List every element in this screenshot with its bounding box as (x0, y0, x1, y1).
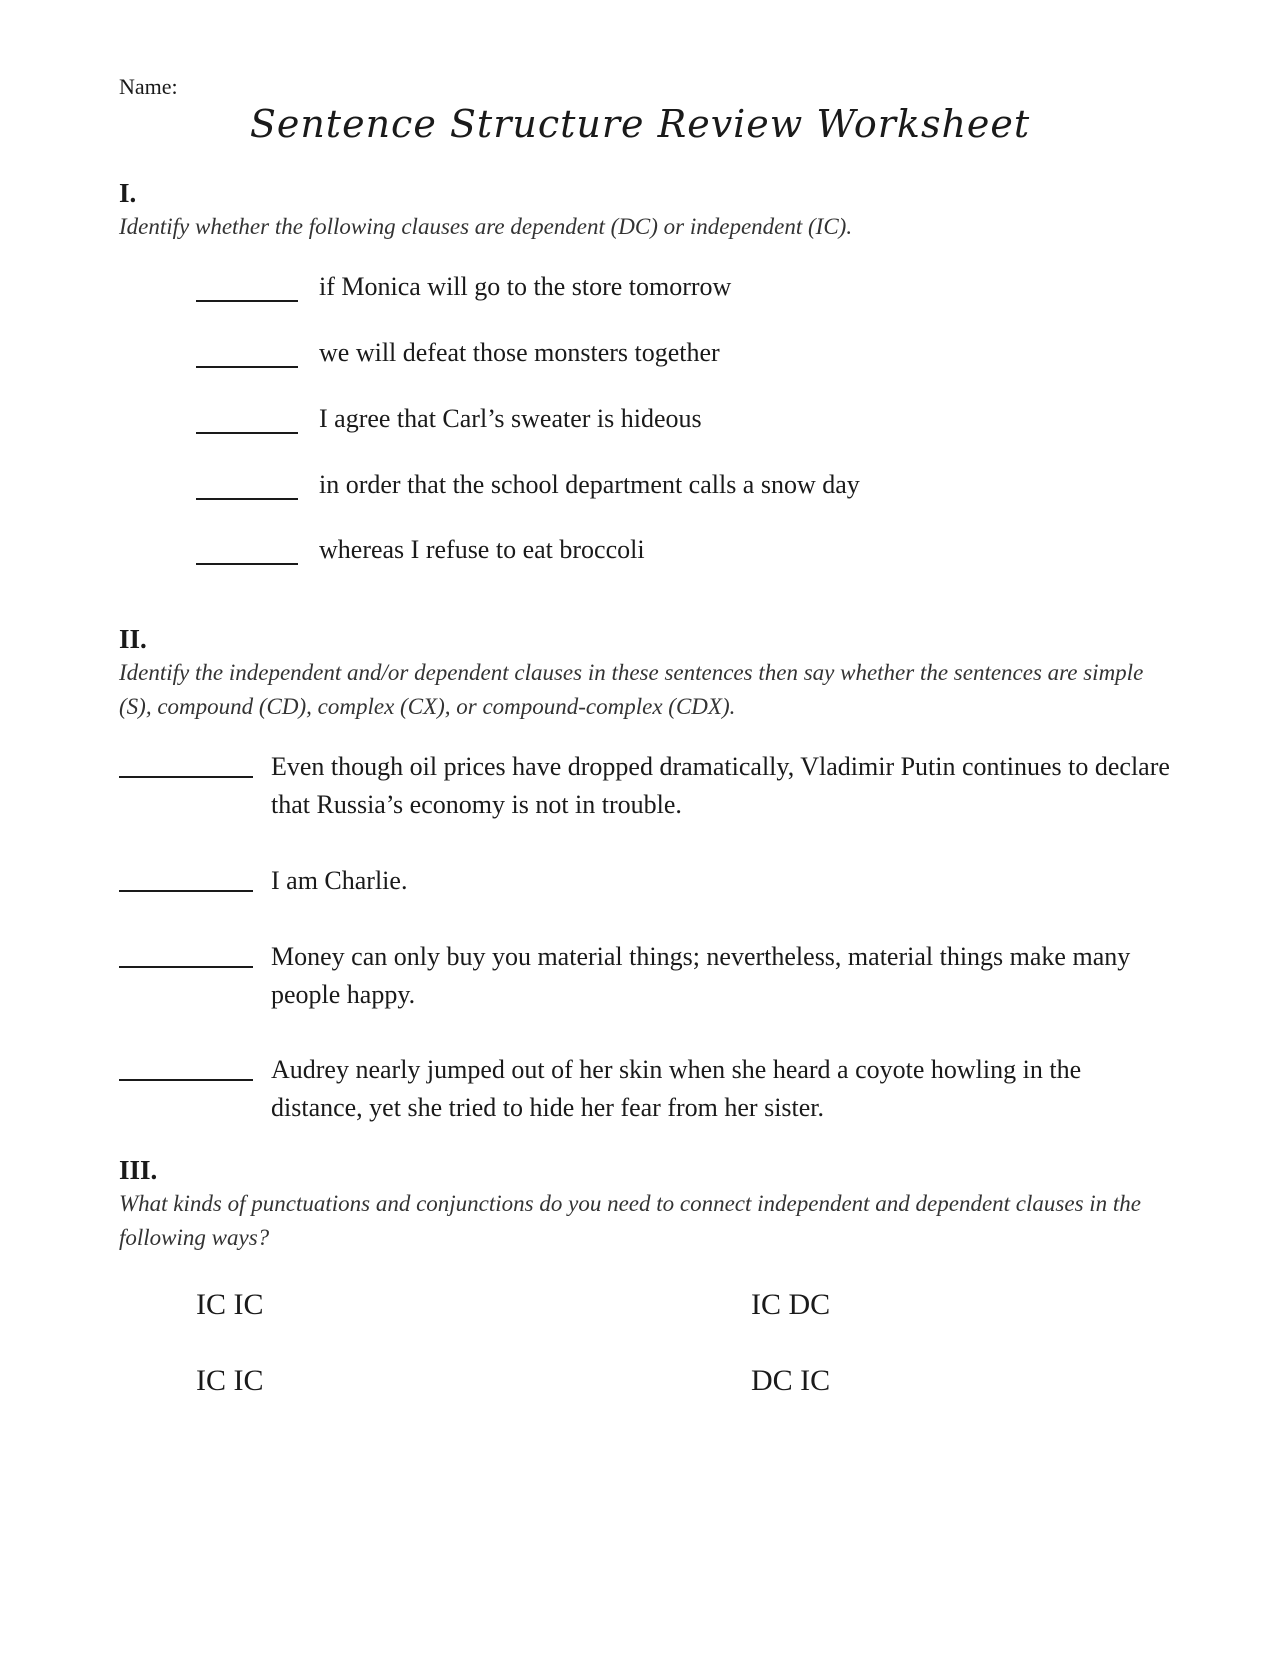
answer-blank[interactable] (196, 498, 298, 500)
answer-blank[interactable] (119, 890, 253, 892)
clause-pair: IC IC (196, 1364, 264, 1397)
answer-blank[interactable] (196, 300, 298, 302)
sentence-text: I am Charlie. (271, 866, 408, 895)
clause-pair: IC IC (196, 1288, 264, 1321)
section-2-instruction: Identify the independent and/or dependent clauses in these sentences then say whether the sentences are simple (S), compound (CD), complex (CX), or compound-complex (CDX). (119, 660, 1144, 719)
page-title: Sentence Structure Review Worksheet (249, 102, 1031, 146)
section-2-heading: II. (119, 624, 147, 654)
clause-item (0, 272, 1280, 312)
clause-text: in order that the school department calls a snow day (319, 470, 860, 499)
clause-text: I agree that Carl’s sweater is hideous (319, 404, 702, 433)
clause-text: if Monica will go to the store tomorrow (319, 272, 732, 301)
answer-blank[interactable] (196, 366, 298, 368)
name-label: Name: (119, 74, 178, 99)
clause-text: we will defeat those monsters together (319, 338, 720, 367)
clause-item (0, 338, 1280, 378)
answer-blank[interactable] (196, 432, 298, 434)
section-3-instruction: What kinds of punctuations and conjunctions do you need to connect independent and dependent clauses in the following ways? (119, 1191, 1142, 1250)
clause-item (0, 470, 1280, 510)
clause-item (0, 404, 1280, 444)
sentence-text: Even though oil prices have dropped dramatically, Vladimir Putin continues to declare that Russia’s economy is not in trouble. (271, 752, 1170, 819)
sentence-text: Money can only buy you material things; nevertheless, material things make many people happy. (271, 942, 1131, 1009)
clause-pair: IC DC (751, 1288, 831, 1321)
answer-blank[interactable] (119, 776, 253, 778)
clause-pair: DC IC (751, 1364, 831, 1397)
section-1-heading: I. (119, 178, 137, 208)
answer-blank[interactable] (196, 563, 298, 565)
answer-blank[interactable] (119, 966, 253, 968)
section-3-heading: III. (119, 1155, 158, 1185)
sentence-text: Audrey nearly jumped out of her skin when she heard a coyote howling in the distance, yet she tried to hide her fear from her sister. (271, 1055, 1082, 1122)
clause-text: whereas I refuse to eat broccoli (319, 535, 645, 564)
clause-item (0, 535, 1280, 575)
section-1-instruction: Identify whether the following clauses are dependent (DC) or independent (IC). (119, 214, 853, 239)
answer-blank[interactable] (119, 1079, 253, 1081)
